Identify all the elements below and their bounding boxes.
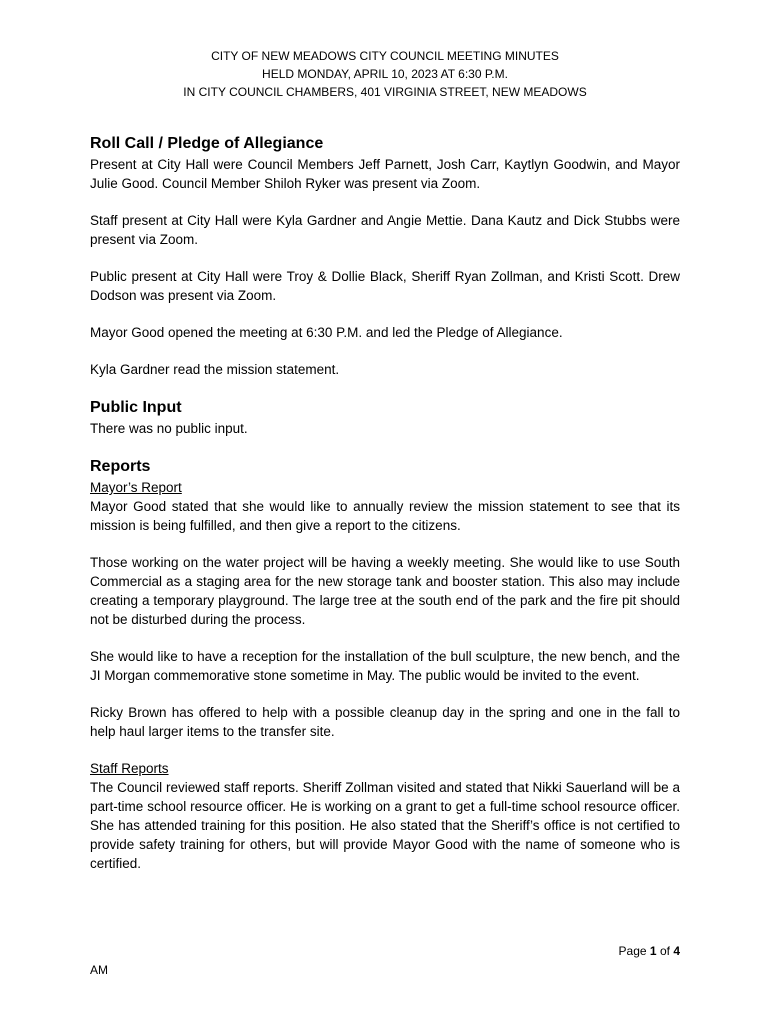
reports-heading: Reports xyxy=(90,458,151,475)
staff-reports-subheading: Staff Reports xyxy=(90,761,169,776)
mayors-report-paragraph: Those working on the water project will be having a weekly meeting. She would like to use South Commercial as a staging area for the new storage tank and booster station. This also may include creating a temporary playground. The large tree at the south end of the park and the fire pit should not be disturbed during the process. xyxy=(90,555,680,627)
header-line-location: IN CITY COUNCIL CHAMBERS, 401 VIRGINIA STREET, NEW MEADOWS xyxy=(183,85,587,99)
public-input-section xyxy=(90,397,680,438)
staff-reports-paragraph: The Council reviewed staff reports. Sheriff Zollman visited and stated that Nikki Sauerland will be a part-time school resource officer. He is working on a grant to get a full-time school resource officer. She has attended training for this position. He also stated that the Sheriff’s office is not certified to provide safety training for others, but will provide Mayor Good with the name of someone who is certified. xyxy=(90,780,680,871)
mayors-report-paragraph: She would like to have a reception for the installation of the bull sculpture, the new bench, and the JI Morgan commemorative stone sometime in May. The public would be invited to the event. xyxy=(90,649,680,683)
mayors-report-subheading: Mayor’s Report xyxy=(90,480,182,495)
page-number xyxy=(619,943,680,959)
mayors-report xyxy=(90,478,680,741)
roll-call-paragraph: Public present at City Hall were Troy & Dollie Black, Sheriff Ryan Zollman, and Kristi Scott. Drew Dodson was present via Zoom. xyxy=(90,269,680,303)
page-current: 1 xyxy=(649,944,657,958)
reports-section xyxy=(90,456,680,873)
page-total: 4 xyxy=(673,944,680,958)
roll-call-paragraph: Kyla Gardner read the mission statement. xyxy=(90,362,340,377)
header-line-title: CITY OF NEW MEADOWS CITY COUNCIL MEETING MINUTES xyxy=(211,49,559,63)
public-input-text: There was no public input. xyxy=(90,421,248,436)
roll-call-heading: Roll Call / Pledge of Allegiance xyxy=(90,135,324,152)
page-label: Page xyxy=(618,944,647,958)
header-line-date: HELD MONDAY, APRIL 10, 2023 AT 6:30 P.M. xyxy=(262,67,508,81)
document-body xyxy=(90,133,680,891)
public-input-heading: Public Input xyxy=(90,399,182,416)
mayors-report-paragraph: Mayor Good stated that she would like to annually review the mission statement to see that its mission is being fulfilled, and then give a report to the citizens. xyxy=(90,499,680,533)
minutes-header xyxy=(0,47,770,101)
footer-am: AM xyxy=(90,963,108,977)
roll-call-paragraph: Present at City Hall were Council Members Jeff Parnett, Josh Carr, Kaytlyn Goodwin, and Mayor Julie Good. Council Member Shiloh Ryker was present via Zoom. xyxy=(90,157,680,191)
roll-call-paragraph: Mayor Good opened the meeting at 6:30 P.M. and led the Pledge of Allegiance. xyxy=(90,325,563,340)
roll-call-section xyxy=(90,133,680,379)
page-of: of xyxy=(659,944,670,958)
staff-reports xyxy=(90,759,680,873)
mayors-report-paragraph: Ricky Brown has offered to help with a possible cleanup day in the spring and one in the fall to help haul larger items to the transfer site. xyxy=(90,705,680,739)
roll-call-paragraph: Staff present at City Hall were Kyla Gardner and Angie Mettie. Dana Kautz and Dick Stubbs were present via Zoom. xyxy=(90,213,680,247)
